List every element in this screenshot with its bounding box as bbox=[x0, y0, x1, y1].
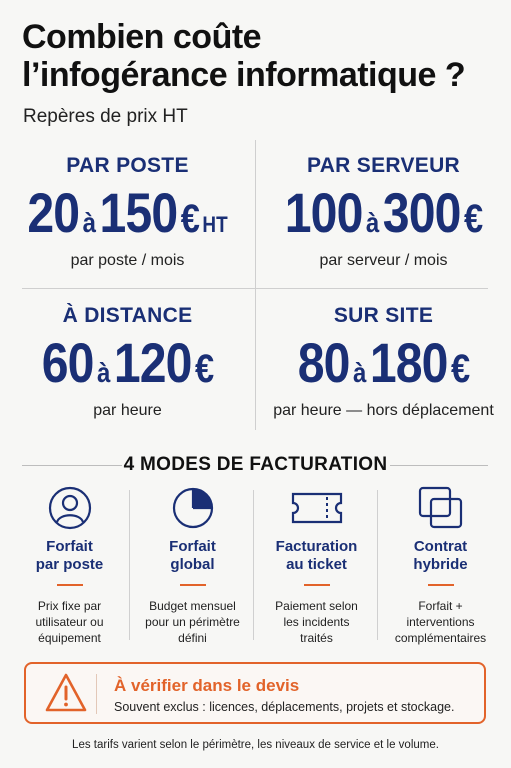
heading-rule-left bbox=[22, 465, 122, 466]
price-card-heading: À DISTANCE bbox=[62, 304, 193, 327]
price-unit: par heure bbox=[93, 402, 162, 419]
warning-icon bbox=[44, 672, 88, 719]
price-suffix: HT bbox=[202, 212, 228, 237]
mode-per-ticket bbox=[255, 484, 378, 646]
price-card-on-site bbox=[256, 304, 511, 420]
mode-name-line-1: Forfait bbox=[169, 538, 216, 555]
grid-horizontal-divider bbox=[22, 288, 488, 289]
description-line: équipement bbox=[38, 631, 101, 645]
description-line: défini bbox=[178, 631, 207, 645]
user-icon bbox=[8, 484, 131, 532]
price-card-per-server bbox=[256, 154, 511, 270]
price-from: 100 bbox=[284, 181, 363, 244]
mode-name-line-1: Facturation bbox=[275, 538, 358, 555]
mode-hybrid-contract bbox=[379, 484, 502, 646]
price-card-heading: SUR SITE bbox=[333, 304, 434, 327]
accent-dash bbox=[304, 584, 330, 586]
price-to: 120 bbox=[113, 331, 192, 394]
price-unit: par heure — hors déplacement bbox=[273, 402, 494, 419]
price-range bbox=[18, 181, 237, 248]
title-line-1: Combien coûte bbox=[22, 18, 262, 56]
mode-name-line-1: Contrat bbox=[413, 538, 468, 555]
description-line: Paiement selon bbox=[275, 599, 358, 613]
description-line: Forfait + bbox=[418, 599, 463, 613]
price-card-heading: PAR SERVEUR bbox=[306, 154, 461, 177]
price-currency: € bbox=[180, 197, 199, 241]
description-line: pour un périmètre bbox=[145, 615, 240, 629]
price-range bbox=[18, 331, 237, 398]
price-from: 80 bbox=[297, 331, 350, 394]
description-line: les incidents bbox=[283, 615, 350, 629]
description-line: Budget mensuel bbox=[149, 599, 236, 613]
price-range bbox=[274, 181, 493, 248]
accent-dash bbox=[57, 584, 83, 586]
price-grid bbox=[0, 140, 511, 434]
price-card-remote bbox=[0, 304, 255, 420]
description-line: Prix fixe par bbox=[37, 599, 102, 613]
price-unit: par serveur / mois bbox=[319, 252, 448, 269]
price-currency: € bbox=[463, 197, 483, 241]
price-from: 20 bbox=[27, 181, 80, 244]
mode-name bbox=[131, 538, 254, 574]
mode-name-line-1: Forfait bbox=[46, 538, 93, 555]
billing-modes-title: 4 MODES DE FACTURATION bbox=[123, 454, 388, 475]
price-to: 300 bbox=[382, 181, 461, 244]
price-range bbox=[274, 331, 493, 398]
price-to: 150 bbox=[99, 181, 178, 244]
mode-description bbox=[255, 598, 378, 646]
accent-dash bbox=[428, 584, 454, 586]
price-card-heading: PAR POSTE bbox=[66, 154, 189, 177]
pie-chart-icon bbox=[131, 484, 254, 532]
mode-name-line-2: par poste bbox=[35, 556, 104, 573]
mode-description bbox=[379, 598, 502, 646]
page-title bbox=[22, 18, 502, 94]
heading-rule-right bbox=[390, 465, 488, 466]
description-line: traités bbox=[300, 631, 333, 645]
warning-text: Souvent exclus : licences, déplacements, projets et stockage. bbox=[114, 700, 455, 714]
ticket-icon bbox=[255, 484, 378, 532]
billing-modes bbox=[8, 484, 503, 644]
price-separator: à bbox=[365, 207, 380, 238]
price-card-per-workstation bbox=[0, 154, 255, 270]
warning-divider bbox=[96, 674, 97, 714]
mode-per-workstation bbox=[8, 484, 131, 646]
warning-title: À vérifier dans le devis bbox=[114, 676, 300, 695]
price-currency: € bbox=[451, 347, 470, 391]
mode-global-flat-rate bbox=[131, 484, 254, 646]
price-currency: € bbox=[195, 347, 214, 391]
price-from: 60 bbox=[41, 331, 94, 394]
price-separator: à bbox=[96, 357, 111, 388]
title-line-2: l’infogérance informatique ? bbox=[22, 56, 466, 94]
mode-name bbox=[8, 538, 131, 574]
price-unit: par poste / mois bbox=[70, 252, 185, 269]
mode-name bbox=[255, 538, 378, 574]
mode-description bbox=[131, 598, 254, 646]
mode-name-line-2: hybride bbox=[413, 556, 468, 573]
mode-name-line-2: au ticket bbox=[286, 556, 347, 573]
billing-modes-heading bbox=[0, 454, 511, 476]
footer-note: Les tarifs varient selon le périmètre, les niveaux de service et le volume. bbox=[72, 739, 439, 751]
mode-name bbox=[379, 538, 502, 574]
accent-dash bbox=[180, 584, 206, 586]
description-line: utilisateur ou bbox=[35, 615, 104, 629]
subtitle: Repères de prix HT bbox=[23, 106, 188, 127]
price-separator: à bbox=[82, 207, 97, 238]
overlap-squares-icon bbox=[379, 484, 502, 532]
description-line: interventions bbox=[406, 615, 475, 629]
price-to: 180 bbox=[369, 331, 448, 394]
mode-description bbox=[8, 598, 131, 646]
mode-name-line-2: global bbox=[170, 556, 215, 573]
price-separator: à bbox=[352, 357, 367, 388]
quote-warning-box bbox=[24, 662, 486, 724]
description-line: complémentaires bbox=[394, 631, 487, 645]
